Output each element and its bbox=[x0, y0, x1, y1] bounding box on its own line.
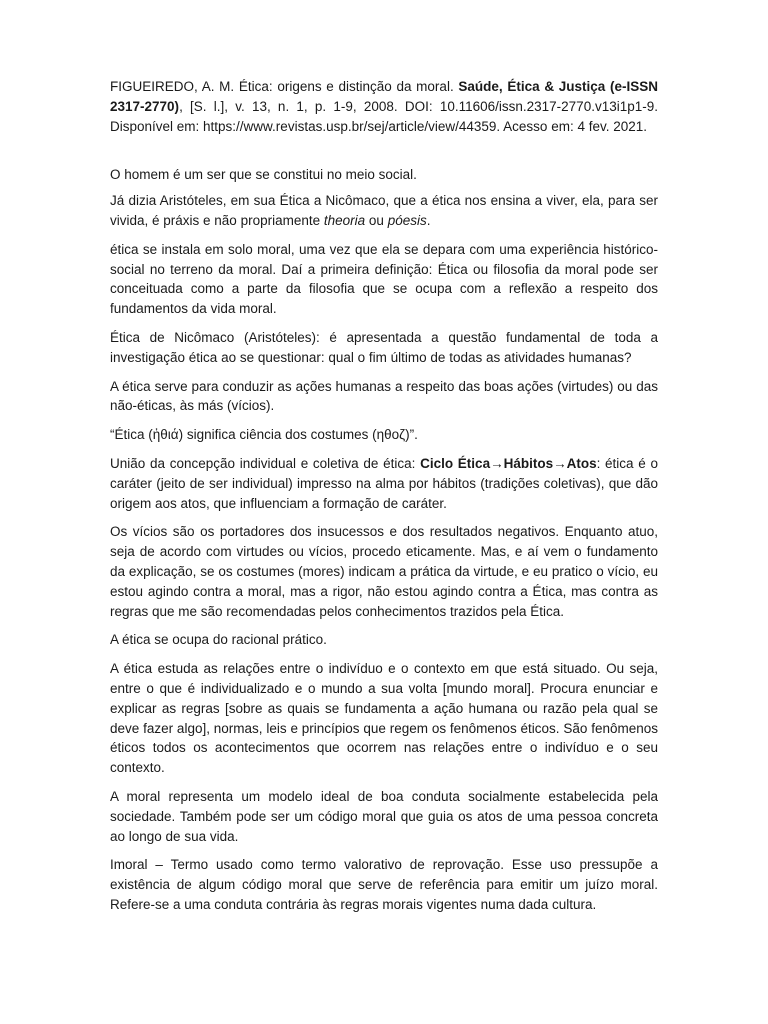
paragraph-7 bbox=[110, 454, 658, 513]
paragraph-9: A ética se ocupa do racional prático. bbox=[110, 632, 327, 648]
paragraph-6: “Ética (ἠθιά) significa ciência dos costumes (ηθοζ)”. bbox=[110, 427, 418, 443]
paragraph-2-text: Já dizia Aristóteles, em sua Ética a Nicômaco, que a ética nos ensina a viver, ela, para ser vivida, é práxis e não propriamente bbox=[110, 193, 658, 228]
reference-authors-title: FIGUEIREDO, A. M. Ética: origens e distinção da moral. bbox=[110, 79, 459, 94]
paragraph-2-conjunction: ou bbox=[365, 212, 388, 228]
theoria-term: theoria bbox=[323, 212, 366, 228]
paragraph-3: ética se instala em solo moral, uma vez que ela se depara com uma experiência histórico-social no terreno da moral. Daí a primeira definição: Ética ou filosofia da moral pode ser conceituada como a parte da filosofia que se ocupa com a reflexão a respeito dos fundamentos da vida moral. bbox=[110, 241, 658, 317]
paragraph-7-text: : ética é o caráter (jeito de ser individual) impresso na alma por hábitos (tradições coletivas), que dão origem aos atos, que influenciam a formação de caráter. bbox=[110, 455, 658, 511]
paragraph-8: Os vícios são os portadores dos insucessos e dos resultados negativos. Enquanto atuo, seja de acordo com virtudes ou vícios, procedo eticamente. Mas, e aí vem o fundamento da explicação, se os costumes (mores) indicam a prática da virtude, e eu pratico o vício, eu estou agindo contra a moral, mas a rigor, não estou agindo contra a Ética, mas contra as regras que me são recomendadas pelos conhecimentos trazidos pela Ética. bbox=[110, 524, 658, 619]
paragraph-2-end: . bbox=[426, 212, 431, 228]
reference-journal: Saúde, Ética & Justiça (e-ISSN 2317-2770) bbox=[110, 79, 658, 114]
paragraph-7-intro: União da concepção individual e coletiva de ética: bbox=[110, 455, 421, 471]
paragraph-12: Imoral – Termo usado como termo valorativo de reprovação. Esse uso pressupõe a existência de algum código moral que serve de referência para emitir um juízo moral. Refere-se a uma conduta contrária às regras morais vigentes numa dada cultura. bbox=[110, 857, 658, 912]
paragraph-5: A ética serve para conduzir as ações humanas a respeito das boas ações (virtudes) ou das não-éticas, às más (vícios). bbox=[110, 378, 658, 414]
paragraph-11: A moral representa um modelo ideal de boa conduta socialmente estabelecida pela sociedade. Também pode ser um código moral que guia os atos de uma pessoa concreta ao longo de sua vida. bbox=[110, 788, 658, 844]
paragraph-4: Ética de Nicômaco (Aristóteles): é apresentada a questão fundamental de toda a investigação ética ao se questionar: qual o fim último de todas as atividades humanas? bbox=[110, 329, 658, 365]
ethics-cycle: Ciclo Ética→Hábitos→Atos bbox=[420, 455, 597, 471]
poesis-term: póesis bbox=[387, 212, 427, 228]
document-body bbox=[110, 77, 658, 924]
reference-details: , [S. l.], v. 13, n. 1, p. 1-9, 2008. DOI: 10.11606/issn.2317-2770.v13i1p1-9. Disponível em: https://www.revistas.usp.br/sej/article/view/44359. Acesso em: 4 fev. 2021. bbox=[110, 98, 658, 134]
paragraph-10: A ética estuda as relações entre o indivíduo e o contexto em que está situado. Ou seja, entre o que é individualizado e o mundo a sua volta [mundo moral]. Procura enunciar e explicar as regras [sobre as quais se fundamenta a ação humana ou razão pela qual se deve fazer algo], normas, leis e princípios que regem os fenômenos éticos. São fenômenos éticos todos os acontecimentos que ocorrem nas relações entre o indivíduo e o seu contexto. bbox=[110, 661, 658, 776]
paragraph-1: O homem é um ser que se constitui no meio social. bbox=[110, 167, 417, 183]
bibliographic-reference bbox=[110, 77, 658, 136]
paragraph-2 bbox=[110, 191, 658, 231]
